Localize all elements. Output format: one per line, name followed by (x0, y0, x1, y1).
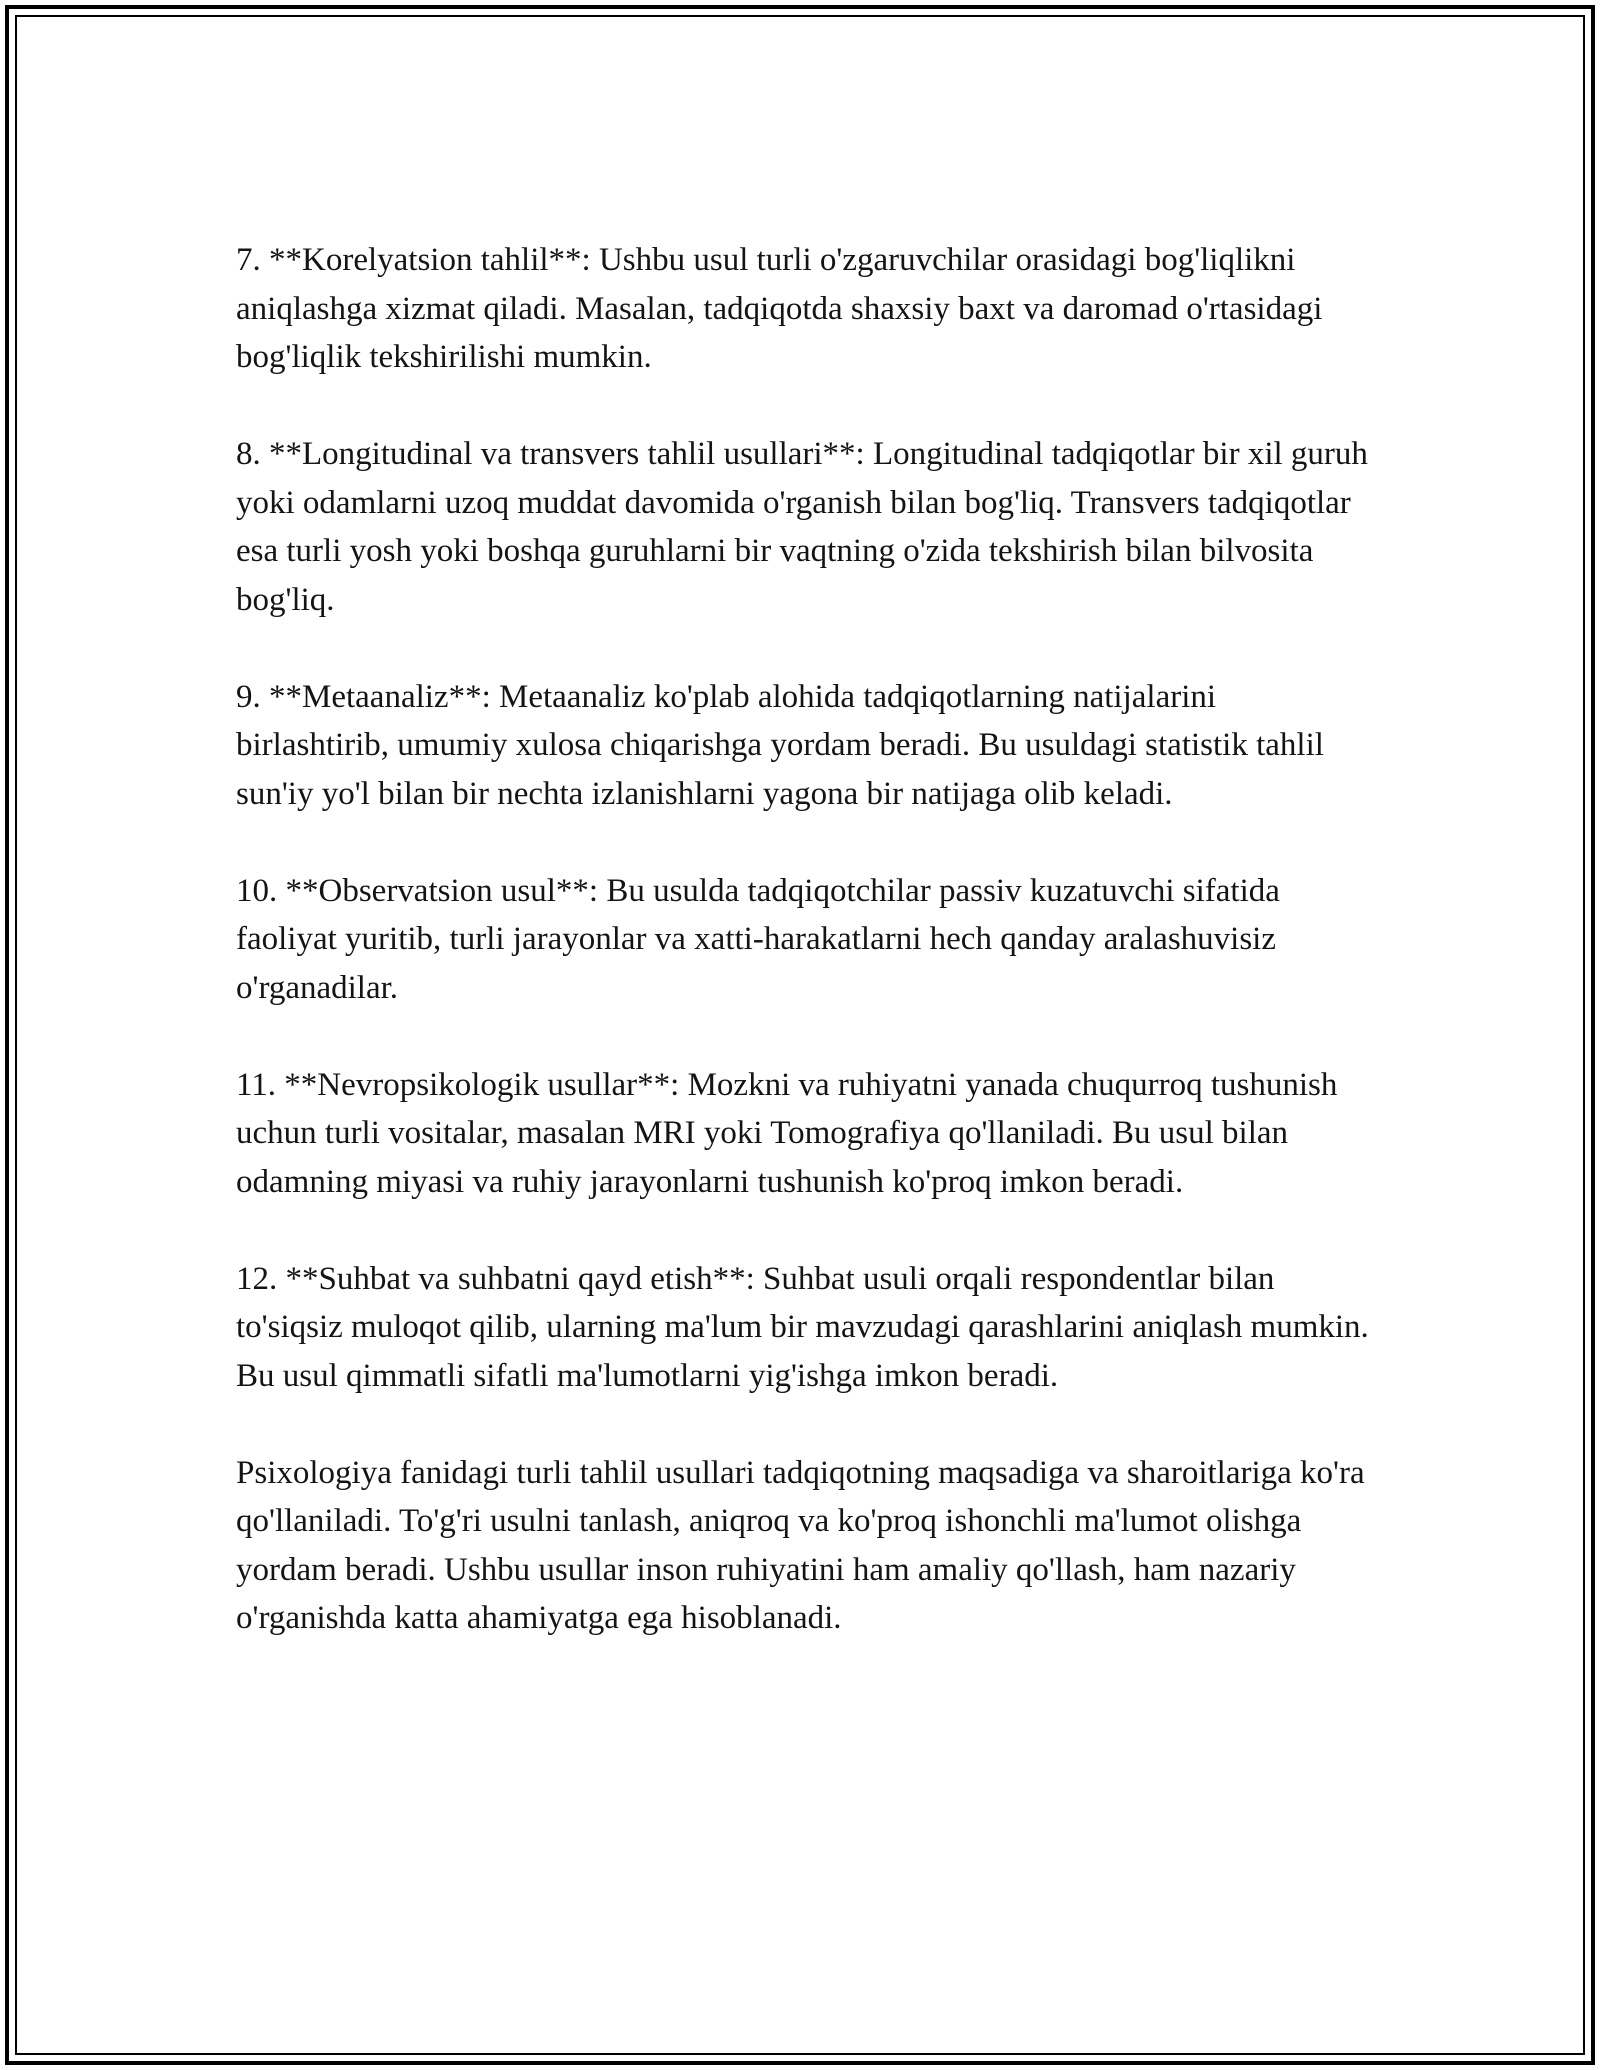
paragraph-nevropsikologik-usullar: 11. **Nevropsikologik usullar**: Mozkni va ruhiyatni yanada chuqurroq tushunish uchun turli vositalar, masalan MRI yoki Tomografiya qo'llaniladi. Bu usul bilan odamning miyasi va ruhiy jarayonlarni tushunish ko'proq imkon beradi. (236, 1066, 1338, 1200)
paragraph-suhbat: 12. **Suhbat va suhbatni qayd etish**: Suhbat usuli orqali respondentlar bilan to'siqsiz muloqot qilib, ularning ma'lum bir mavzudagi qarashlarini aniqlash mumkin. Bu usul qimmatli sifatli ma'lumotlarni yig'ishga imkon beradi. (236, 1260, 1369, 1394)
paragraph-longitudinal-transvers: 8. **Longitudinal va transvers tahlil usullari**: Longitudinal tadqiqotlar bir xil guruh yoki odamlarni uzoq muddat davomida o'rganish bilan bog'liq. Transvers tadqiqotlar esa turli yosh yoki boshqa guruhlarni bir vaqtning o'zida tekshirish bilan bilvosita bog'liq. (236, 436, 1368, 618)
paragraph-observatsion-usul: 10. **Observatsion usul**: Bu usulda tadqiqotchilar passiv kuzatuvchi sifatida faoliyat yuritib, turli jarayonlar va xatti-harakatlarni hech qanday aralashuvisiz o'rganadilar. (236, 872, 1280, 1006)
paragraph-conclusion: Psixologiya fanidagi turli tahlil usullari tadqiqotning maqsadiga va sharoitlariga ko'ra qo'llaniladi. To'g'ri usulni tanlash, aniqroq va ko'proq ishonchli ma'lumot olishga yordam beradi. Ushbu usullar inson ruhiyatini ham amaliy qo'llash, ham nazariy o'rganishda katta ahamiyatga ega hisoblanadi. (236, 1454, 1365, 1636)
document-body (236, 236, 1376, 1643)
paragraph-korelyatsion-tahlil: 7. **Korelyatsion tahlil**: Ushbu usul turli o'zgaruvchilar orasidagi bog'liqlikni aniqlashga xizmat qiladi. Masalan, tadqiqotda shaxsiy baxt va daromad o'rtasidagi bog'liqlik tekshirilishi mumkin. (236, 242, 1323, 375)
paragraph-metaanaliz: 9. **Metaanaliz**: Metaanaliz ko'plab alohida tadqiqotlarning natijalarini birlashtirib, umumiy xulosa chiqarishga yordam beradi. Bu usuldagi statistik tahlil sun'iy yo'l bilan bir nechta izlanishlarni yagona bir natijaga olib keladi. (236, 678, 1324, 812)
